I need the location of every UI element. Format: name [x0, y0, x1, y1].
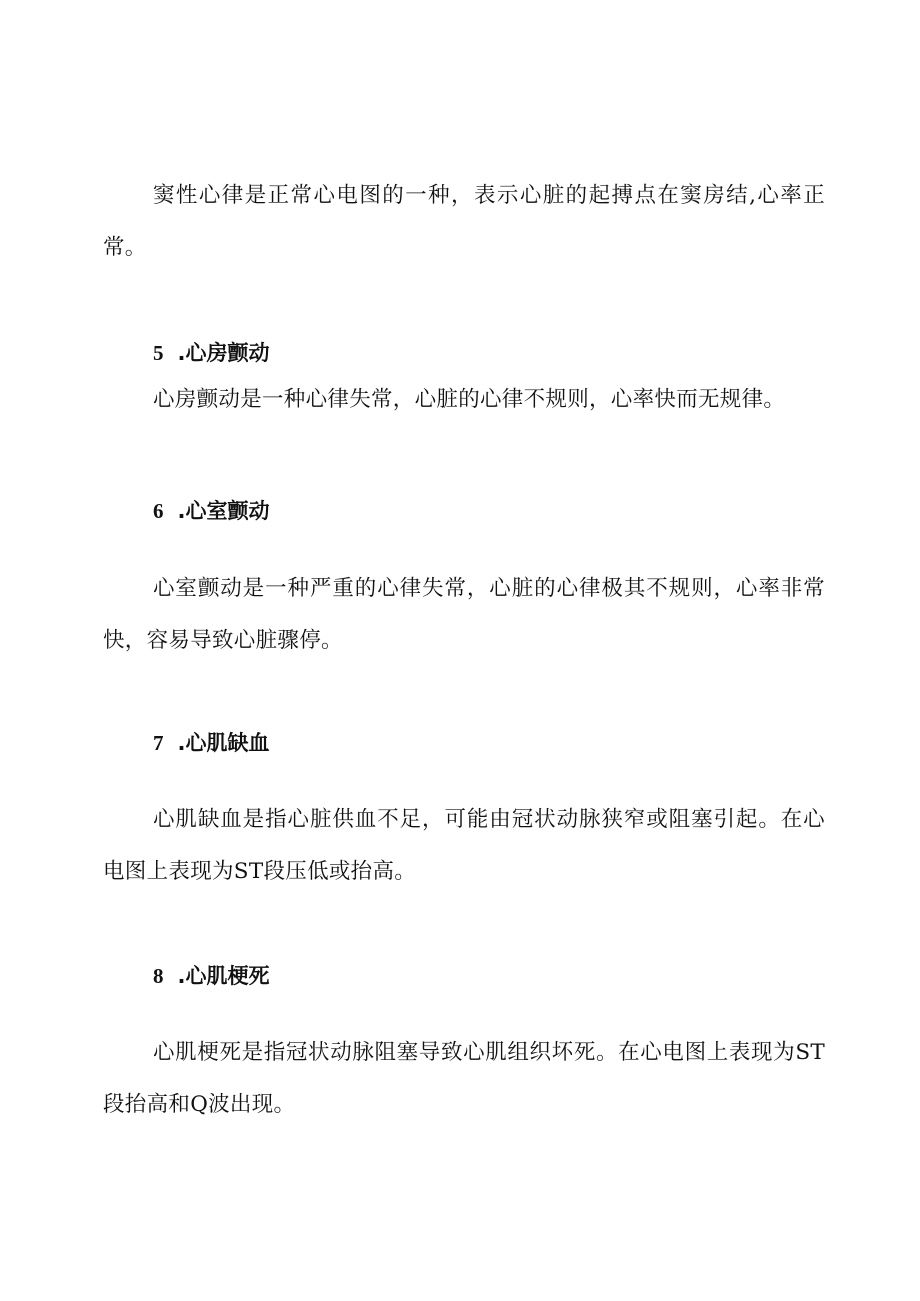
paragraph-myocardial-infarction: 心肌梗死是指冠状动脉阻塞导致心肌组织坏死。在心电图上表现为ST段抬高和Q波出现。	[103, 1040, 825, 1117]
section-heading-myocardial-ischemia	[153, 728, 269, 758]
section-number: 8	[153, 964, 164, 988]
section-title: .心肌缺血	[177, 731, 270, 755]
section-heading-ventricular-fibrillation	[153, 496, 269, 526]
section-heading-atrial-fibrillation	[153, 338, 269, 368]
section-title: .心肌梗死	[177, 964, 270, 988]
paragraph-sinus-rhythm: 窦性心律是正常心电图的一种，表示心脏的起搏点在窦房结,心率正常。	[103, 183, 825, 260]
section-number: 6	[153, 499, 164, 523]
paragraph-ventricular-fibrillation: 心室颤动是一种严重的心律失常，心脏的心律极其不规则，心率非常快，容易导致心脏骤停。	[103, 576, 825, 653]
paragraph-atrial-fibrillation: 心房颤动是一种心律失常，心脏的心律不规则，心率快而无规律。	[153, 387, 786, 412]
section-heading-myocardial-infarction	[153, 961, 269, 991]
section-number: 5	[153, 341, 164, 365]
section-number: 7	[153, 731, 164, 755]
section-title: .心房颤动	[177, 341, 270, 365]
paragraph-myocardial-ischemia: 心肌缺血是指心脏供血不足，可能由冠状动脉狭窄或阻塞引起。在心电图上表现为ST段压低或抬高。	[103, 807, 825, 884]
section-title: .心室颤动	[177, 499, 270, 523]
